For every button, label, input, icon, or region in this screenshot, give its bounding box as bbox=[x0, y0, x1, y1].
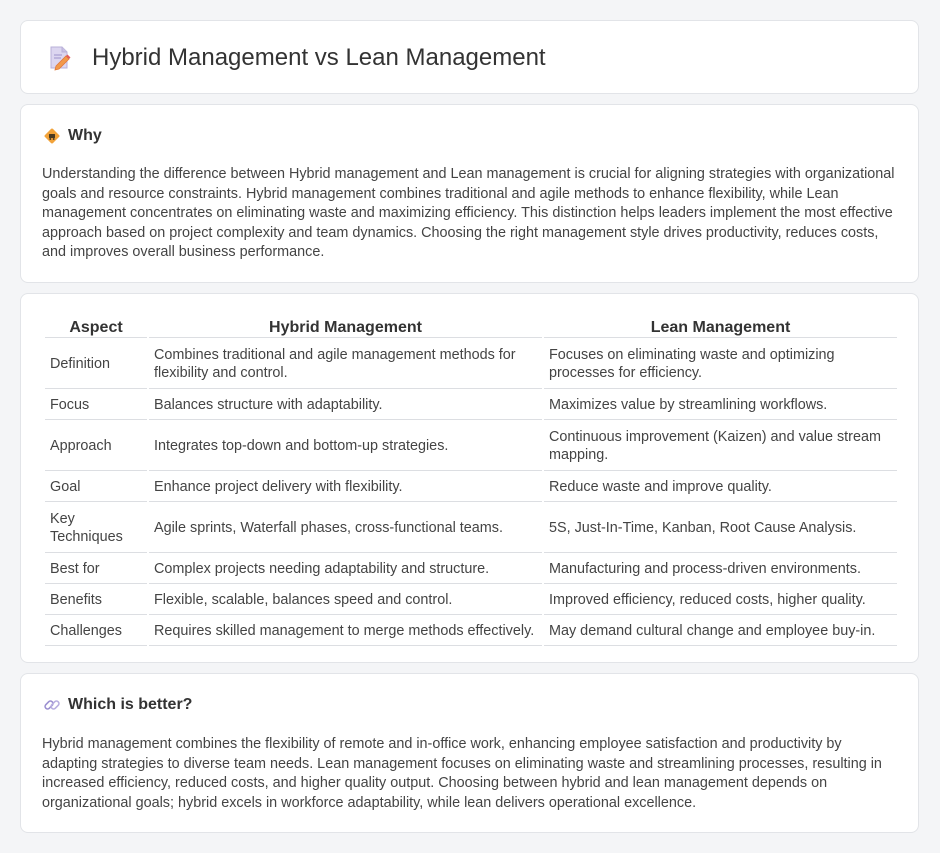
hybrid-cell: Requires skilled management to merge methods effectively. bbox=[149, 617, 542, 646]
better-heading-row bbox=[43, 696, 192, 714]
header-aspect: Aspect bbox=[45, 316, 147, 338]
lean-cell: Manufacturing and process-driven environments. bbox=[544, 555, 897, 584]
aspect-cell: Focus bbox=[45, 391, 147, 420]
table-row bbox=[45, 340, 897, 389]
table-row bbox=[45, 617, 897, 646]
lean-cell: Maximizes value by streamlining workflows. bbox=[544, 391, 897, 420]
comparison-table bbox=[43, 314, 899, 648]
why-heading-row bbox=[43, 127, 102, 145]
title-card bbox=[20, 20, 919, 94]
table-row bbox=[45, 473, 897, 502]
page-title: Hybrid Management vs Lean Management bbox=[92, 44, 546, 71]
lean-cell: Reduce waste and improve quality. bbox=[544, 473, 897, 502]
title-row bbox=[46, 43, 546, 73]
lean-cell: 5S, Just-In-Time, Kanban, Root Cause Analysis. bbox=[544, 504, 897, 553]
hybrid-cell: Balances structure with adaptability. bbox=[149, 391, 542, 420]
table-row bbox=[45, 555, 897, 584]
better-text: Hybrid management combines the flexibility of remote and in-office work, enhancing employee satisfaction and productivity by adapting strategies to diverse team needs. Lean management focuses on eliminating waste and streamlining processes, resulting in increased efficiency, reduced costs, and higher quality output. Choosing between hybrid and lean management depends on organizational goals; hybrid excels in workforce adaptability, while lean delivers operational excellence. bbox=[42, 736, 882, 811]
which-better-section bbox=[20, 673, 919, 833]
aspect-cell: Best for bbox=[45, 555, 147, 584]
link-icon bbox=[43, 696, 61, 714]
aspect-cell: Goal bbox=[45, 473, 147, 502]
hybrid-cell: Flexible, scalable, balances speed and control. bbox=[149, 586, 542, 615]
header-lean: Lean Management bbox=[544, 316, 897, 338]
why-text: Understanding the difference between Hybrid management and Lean management is crucial for aligning strategies with organizational goals and resource constraints. Hybrid management combines traditional and agile methods to enhance flexibility, while Lean management concentrates on eliminating waste and maximizing efficiency. This distinction helps leaders implement the most effective approach based on project complexity and team dynamics. Choosing the right management style drives productivity, reduces costs, and improves overall business performance. bbox=[42, 166, 895, 261]
why-heading: Why bbox=[68, 127, 102, 144]
hybrid-cell: Integrates top-down and bottom-up strategies. bbox=[149, 422, 542, 471]
aspect-cell: Challenges bbox=[45, 617, 147, 646]
aspect-cell: Key Techniques bbox=[45, 504, 147, 553]
lean-cell: Improved efficiency, reduced costs, higher quality. bbox=[544, 586, 897, 615]
hybrid-cell: Complex projects needing adaptability and structure. bbox=[149, 555, 542, 584]
comparison-section bbox=[20, 293, 919, 663]
lean-cell: Continuous improvement (Kaizen) and value stream mapping. bbox=[544, 422, 897, 471]
hybrid-cell: Combines traditional and agile management methods for flexibility and control. bbox=[149, 340, 542, 389]
aspect-cell: Benefits bbox=[45, 586, 147, 615]
hybrid-cell: Agile sprints, Waterfall phases, cross-functional teams. bbox=[149, 504, 542, 553]
lean-cell: May demand cultural change and employee buy-in. bbox=[544, 617, 897, 646]
header-hybrid: Hybrid Management bbox=[149, 316, 542, 338]
why-section bbox=[20, 104, 919, 283]
aspect-cell: Approach bbox=[45, 422, 147, 471]
table-row bbox=[45, 391, 897, 420]
better-heading: Which is better? bbox=[68, 696, 193, 713]
document-pen-icon bbox=[46, 45, 72, 71]
table-row bbox=[45, 504, 897, 553]
diamond-warning-icon bbox=[43, 127, 61, 145]
table-row bbox=[45, 586, 897, 615]
hybrid-cell: Enhance project delivery with flexibility. bbox=[149, 473, 542, 502]
table-row bbox=[45, 422, 897, 471]
table-header-row bbox=[45, 316, 897, 338]
lean-cell: Focuses on eliminating waste and optimizing processes for efficiency. bbox=[544, 340, 897, 389]
aspect-cell: Definition bbox=[45, 340, 147, 389]
